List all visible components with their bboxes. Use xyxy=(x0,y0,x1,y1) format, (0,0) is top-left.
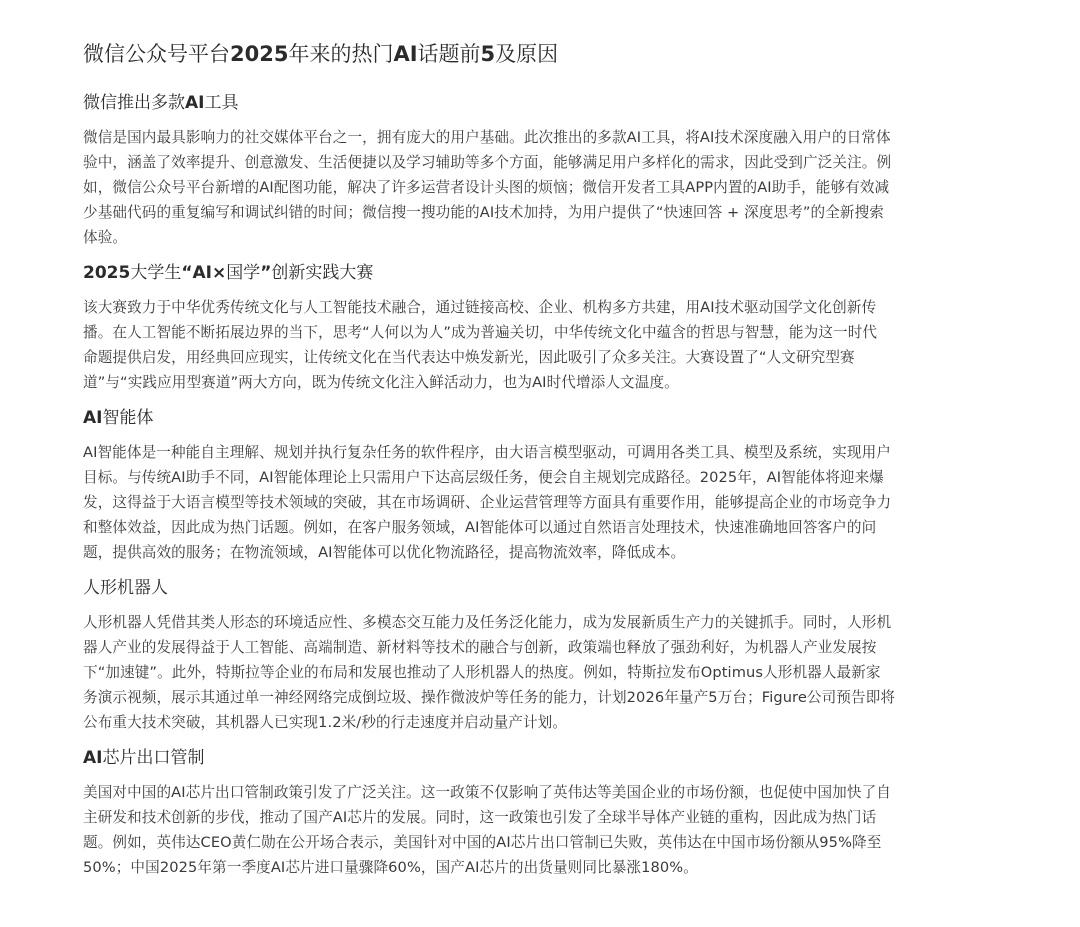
section-paragraph: 美国对中国的AI芯片出口管制政策引发了广泛关注。这一政策不仅影响了英伟达等美国企业的市场份额，也促使中国加快了自 主研发和技术创新的步伐，推动了国产AI芯片的发展。同时，这一政策也引发了全球半导体产业链的重构，因此成为热门话 题。例如，英伟达CEO黄仁勋在公开场合表示，美国针对中国的AI芯片出口管制已失败，英伟达在中国市场份额从95%降至 50%；中国2025年第一季度AI芯片进口量骤降60%，国产AI芯片的出货量则同比暴涨180%。 xyxy=(83,784,891,876)
section-paragraph: 人形机器人凭借其类人形态的环境适应性、多模态交互能力及任务泛化能力，成为发展新质生产力的关键抓手。同时，人形机 器人产业的发展得益于人工智能、高端制造、新材料等技术的融合与创新，政策端也释放了强劲利好，为机器人产业发展按 下“加速键”。此外，特斯拉等企业的布局和发展也推动了人形机器人的热度。例如，特斯拉发布Optimus人形机器人最新家 务演示视频，展示其通过单一神经网络完成倒垃圾、操作微波炉等任务的能力，计划2026年量产5万台；Figure公司预告即将 公布重大技术突破，其机器人已实现1.2米/秒的行走速度并启动量产计划。 xyxy=(83,614,896,731)
page-title: 微信公众号平台2025年来的热门AI话题前5及原因 xyxy=(83,42,559,66)
section-heading: AI芯片出口管制 xyxy=(83,748,205,768)
section-heading: 2025大学生“AI×国学”创新实践大赛 xyxy=(83,263,374,283)
section-ai-agents xyxy=(83,405,1003,565)
section-heading: 微信推出多款AI工具 xyxy=(83,93,239,113)
section-paragraph: AI智能体是一种能自主理解、规划并执行复杂任务的软件程序，由大语言模型驱动，可调用各类工具、模型及系统，实现用户 目标。与传统AI助手不同，AI智能体理论上只需用户下达高层级任务，便会自主规划完成路径。2025年，AI智能体将迎来爆 发，这得益于大语言模型等技术领域的突破，其在市场调研、企业运营管理等方面具有重要作用，能够提高企业的市场竞争力 和整体效益，因此成为热门话题。例如，在客户服务领域，AI智能体可以通过自然语言处理技术，快速准确地回答客户的问 题，提供高效的服务；在物流领域，AI智能体可以优化物流路径，提高物流效率，降低成本。 xyxy=(83,444,892,561)
section-heading: AI智能体 xyxy=(83,408,154,428)
document xyxy=(83,38,1003,890)
section-paragraph: 微信是国内最具影响力的社交媒体平台之一，拥有庞大的用户基础。此次推出的多款AI工具，将AI技术深度融入用户的日常体 验中，涵盖了效率提升、创意激发、生活便捷以及学习辅助等多个方面，能够满足用户多样化的需求，因此受到广泛关注。例 如，微信公众号平台新增的AI配图功能，解决了许多运营者设计头图的烦恼；微信开发者工具APP内置的AI助手，能够有效减 少基础代码的重复编写和调试纠错的时间；微信搜一搜功能的AI技术加持，为用户提供了“快速回答 + 深度思考”的全新搜索 体验。 xyxy=(83,129,892,246)
section-ai-guoxue-contest xyxy=(83,260,1003,395)
section-heading: 人形机器人 xyxy=(83,578,168,598)
section-wechat-ai-tools xyxy=(83,90,1003,250)
section-paragraph: 该大赛致力于中华优秀传统文化与人工智能技术融合，通过链接高校、企业、机构多方共建，用AI技术驱动国学文化创新传 播。在人工智能不断拓展边界的当下，思考“人何以为人”成为普遍关切，中华传统文化中蕴含的哲思与智慧，能为这一时代 命题提供启发，用经典回应现实，让传统文化在当代表达中焕发新光，因此吸引了众多关注。大赛设置了“人文研究型赛 道”与“实践应用型赛道”两大方向，既为传统文化注入鲜活动力，也为AI时代增添人文温度。 xyxy=(83,299,878,391)
section-ai-chip-export-control xyxy=(83,745,1003,880)
section-humanoid-robots xyxy=(83,575,1003,735)
